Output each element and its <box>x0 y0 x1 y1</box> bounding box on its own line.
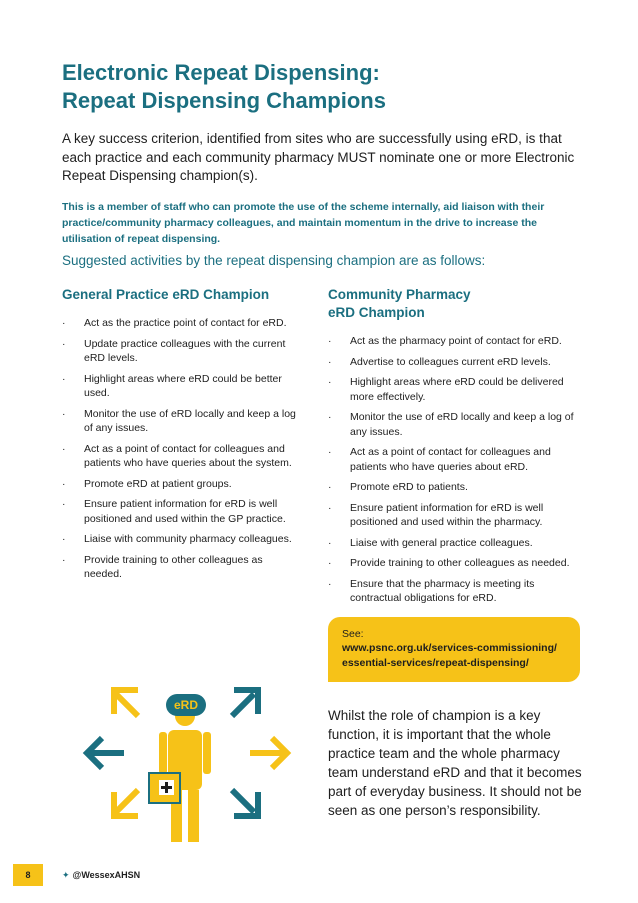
page-title <box>62 59 582 115</box>
cp-heading-line-1: Community Pharmacy <box>328 287 471 302</box>
arrow-right-icon <box>250 738 287 768</box>
cp-activity-list <box>328 334 588 606</box>
bullet: · <box>328 376 332 388</box>
bullet: · <box>328 335 332 347</box>
list-item: · Liaise with community pharmacy colleagues. <box>62 533 292 545</box>
bullet: · <box>62 553 66 566</box>
bullet: · <box>328 501 332 514</box>
gp-activity-list <box>62 316 302 582</box>
title-line-2: Repeat Dispensing Champions <box>62 88 386 113</box>
list-item: · Act as a point of contact for colleagues and patients who have queries about the system. <box>62 442 292 469</box>
bullet: · <box>328 536 332 549</box>
list-item: · Act as the practice point of contact for eRD. <box>62 317 287 329</box>
arrow-up-left-icon <box>114 690 138 716</box>
list-item: · Liaise with general practice colleagues. <box>328 536 533 549</box>
twitter-bird-icon: ✦ <box>62 870 70 880</box>
list-item: · Ensure that the pharmacy is meeting its contractual obligations for eRD. <box>328 577 535 604</box>
list-item: · Advertise to colleagues current eRD levels. <box>328 355 551 368</box>
bullet: · <box>62 498 66 510</box>
arrow-up-right-icon <box>232 690 258 716</box>
bullet: · <box>62 337 66 350</box>
intro-paragraph: A key success criterion, identified from sites who are successfully using eRD, is that each practice and each community pharmacy MUST nominate one or more Electronic Repeat Dispensing champion(s). <box>62 131 575 183</box>
list-item: · Update practice colleagues with the current eRD levels. <box>62 337 286 364</box>
list-item: · Promote eRD to patients. <box>328 481 468 493</box>
closing-paragraph: Whilst the role of champion is a key function, it is important that the whole practice team and the whole pharmacy team understand eRD and that it becomes part of everyday business. It should not be seen as one person’s responsibility. <box>328 708 582 818</box>
champion-figure-icon <box>149 694 211 842</box>
arrow-left-icon <box>87 738 124 768</box>
gp-champion-column <box>62 286 302 588</box>
arrow-down-right-icon <box>232 790 258 816</box>
bullet: · <box>62 442 66 455</box>
suggested-activities-heading: Suggested activities by the repeat dispensing champion are as follows: <box>62 253 486 268</box>
bullet: · <box>328 481 332 493</box>
list-item: · Act as a point of contact for colleagues and patients who have queries about eRD. <box>328 446 551 473</box>
list-item: · Monitor the use of eRD locally and keep a log of any issues. <box>328 411 574 438</box>
gp-champion-heading: General Practice eRD Champion <box>62 287 270 302</box>
list-item: · Monitor the use of eRD locally and keep a log of any issues. <box>62 407 296 434</box>
list-item: · Highlight areas where eRD could be delivered more effectively. <box>328 376 564 403</box>
bullet: · <box>328 446 332 458</box>
list-item: · Provide training to other colleagues as needed. <box>328 557 570 569</box>
title-line-1: Electronic Repeat Dispensing: <box>62 60 380 85</box>
psnc-link-line-1[interactable]: www.psnc.org.uk/services-commissioning/ <box>342 642 557 654</box>
bullet: · <box>328 355 332 368</box>
cp-heading-line-2: eRD Champion <box>328 305 425 320</box>
champion-definition: This is a member of staff who can promote the use of the scheme internally, aid liaison with their practice/community pharmacy colleagues, and maintain momentum in the drive to increase the utilisation of repeat dispensing. <box>62 201 545 245</box>
erd-badge: eRD <box>173 698 199 712</box>
list-item: · Ensure patient information for eRD is well positioned and used within the GP practice. <box>62 498 286 525</box>
bullet: · <box>62 533 66 545</box>
list-item: · Provide training to other colleagues as needed. <box>62 553 263 580</box>
bullet: · <box>328 411 332 423</box>
cp-champion-heading <box>328 286 588 322</box>
twitter-handle[interactable]: ✦ @WessexAHSN <box>62 870 141 880</box>
page-number: 8 <box>13 864 43 886</box>
arrow-down-left-icon <box>114 790 138 816</box>
bullet: · <box>62 372 66 385</box>
list-item: · Promote eRD at patient groups. <box>62 477 232 490</box>
bullet: · <box>62 407 66 420</box>
list-item: · Ensure patient information for eRD is well positioned and used within the pharmacy. <box>328 501 544 528</box>
champion-illustration <box>80 676 310 851</box>
page-footer <box>0 864 638 886</box>
bullet: · <box>62 317 66 329</box>
psnc-link-line-2[interactable]: essential-services/repeat-dispensing/ <box>342 656 529 669</box>
list-item: · Highlight areas where eRD could be better used. <box>62 372 282 399</box>
bullet: · <box>62 477 66 490</box>
bullet: · <box>328 577 332 590</box>
cp-champion-column <box>328 286 588 612</box>
see-label: See: <box>342 628 364 640</box>
see-reference-box <box>328 617 580 682</box>
list-item: · Act as the pharmacy point of contact for eRD. <box>328 335 562 347</box>
bullet: · <box>328 557 332 569</box>
